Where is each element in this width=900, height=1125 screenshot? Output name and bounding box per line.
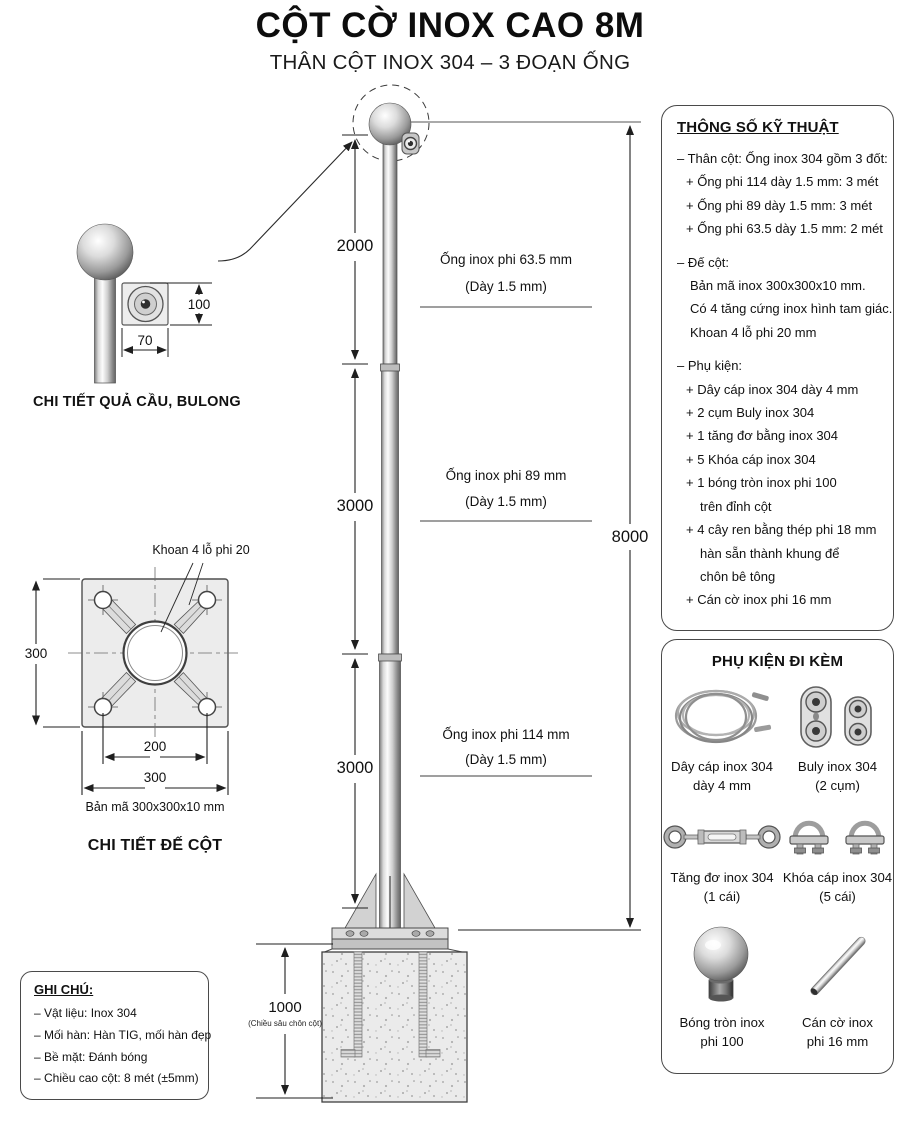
dim-ball-plate-height: 100 (187, 297, 211, 312)
dim-ball-plate-width: 70 (137, 333, 153, 348)
label-segment-top: Ống inox phi 63.5 mm (439, 252, 573, 267)
specs-line: – Thân cột: Ống inox 304 gồm 3 đốt: (677, 151, 888, 166)
accessory-name: Bóng tròn inox (679, 1015, 765, 1030)
label-segment-mid-thickness: (Dày 1.5 mm) (465, 494, 547, 509)
label-segment-top-thickness: (Dày 1.5 mm) (465, 279, 547, 294)
specs-line: chôn bê tông (700, 568, 776, 584)
dim-total-height: 8000 (611, 528, 649, 546)
ball-bolt-detail (77, 142, 352, 383)
specs-line: + 1 bóng tròn inox phi 100 (686, 475, 837, 491)
base-detail-title: CHI TIẾT ĐẾ CỘT (87, 837, 223, 854)
specs-line: + Cán cờ inox phi 16 mm (686, 592, 832, 608)
specs-line: Bản mã inox 300x300x10 mm. (690, 278, 866, 294)
specs-line: + Ống phi 114 dày 1.5 mm: 3 mét (686, 174, 879, 190)
label-plate-caption: Bản mã 300x300x10 mm (85, 800, 225, 814)
base-gussets (345, 874, 435, 928)
tube-top-segment (383, 143, 397, 364)
turnbuckle-icon (662, 809, 782, 865)
joint-collar-1 (381, 364, 400, 371)
accessory-name: Cán cờ inox (802, 1015, 873, 1030)
accessory-detail: (2 cụm) (815, 778, 860, 793)
ball-detail-title: CHI TIẾT QUẢ CẦU, BULONG (33, 394, 241, 410)
accessories-panel (661, 639, 894, 1074)
base-plate (322, 928, 467, 953)
dim-depth-note: (Chiều sâu chôn cột) (248, 1019, 322, 1028)
accessory-ball (662, 906, 782, 1051)
dim-plate-side-v: 300 (24, 646, 48, 661)
accessory-pulley (782, 680, 893, 795)
accessory-cable (662, 680, 782, 795)
dim-plate-hole-spacing: 200 (143, 739, 167, 754)
accessory-name: Tăng đơ inox 304 (670, 870, 774, 885)
specs-line: + Dây cáp inox 304 dày 4 mm (686, 381, 859, 397)
page-subtitle: THÂN CỘT INOX 304 – 3 ĐOẠN ỐNG (269, 51, 631, 74)
label-segment-bottom: Ống inox phi 114 mm (442, 727, 570, 742)
accessory-turnbuckle (662, 795, 782, 906)
notes-panel-title: GHI CHÚ: (34, 982, 94, 997)
specs-list (677, 147, 893, 612)
tube-mid-segment (382, 364, 399, 654)
specs-line: – Phụ kiện: (677, 358, 743, 374)
note-line: – Vật liệu: Inox 304 (34, 1006, 137, 1020)
label-drill-holes: Khoan 4 lỗ phi 20 (152, 543, 250, 557)
ball-icon (662, 922, 782, 1010)
accessory-detail: phi 16 mm (806, 1034, 869, 1049)
specs-line: Khoan 4 lỗ phi 20 mm (690, 324, 817, 340)
joint-collar-2 (379, 654, 402, 661)
dim-plate-side-h: 300 (143, 770, 167, 785)
specs-line: + 2 cụm Buly inox 304 (686, 405, 815, 421)
halyard-pulley-icon (402, 133, 419, 154)
cable-clamp-icon (782, 809, 893, 865)
dim-top-segment: 2000 (336, 237, 374, 255)
specs-line: hàn sẵn thành khung để (700, 545, 840, 561)
page-title: CỘT CỜ INOX CAO 8M (255, 6, 645, 45)
label-segment-mid: Ống inox phi 89 mm (445, 468, 567, 483)
specs-line: + 5 Khóa cáp inox 304 (686, 451, 816, 467)
accessories-panel-title: PHỤ KIỆN ĐI KÈM (711, 653, 844, 670)
specs-line: – Đế cột: (677, 254, 730, 270)
notes-panel (20, 971, 212, 1100)
dim-mid-segment: 3000 (336, 497, 374, 515)
accessory-name: Khóa cáp inox 304 (782, 870, 893, 885)
note-line: – Bề mặt: Đánh bóng (34, 1049, 148, 1064)
accessory-name: Buly inox 304 (797, 759, 878, 774)
specs-line: trên đỉnh cột (700, 498, 772, 514)
accessory-cable-clamp (782, 795, 893, 906)
specs-line: + Ống phi 89 dày 1.5 mm: 3 mét (686, 197, 873, 213)
accessory-detail: dày 4 mm (693, 778, 751, 793)
note-line: – Chiều cao cột: 8 mét (±5mm) (34, 1071, 199, 1086)
flag-rod-icon (782, 922, 893, 1010)
specs-line: Có 4 tăng cứng inox hình tam giác. (690, 301, 893, 317)
accessory-detail: phi 100 (700, 1034, 744, 1049)
accessory-flag-rod (782, 906, 893, 1051)
accessory-name: Dây cáp inox 304 (671, 759, 773, 774)
note-line: – Mối hàn: Hàn TIG, mối hàn đẹp (34, 1027, 212, 1042)
base-plate-detail (36, 563, 242, 795)
notes-list (34, 1003, 212, 1090)
cable-coil-icon (662, 682, 782, 754)
pulley-icon (782, 682, 893, 754)
specs-line: + 1 tăng đơ bằng inox 304 (686, 428, 839, 444)
dim-bottom-segment: 3000 (336, 759, 374, 777)
dim-depth: 1000 (268, 999, 302, 1016)
specs-panel-title: THÔNG SỐ KỸ THUẬT (677, 119, 839, 136)
specs-panel (661, 105, 894, 631)
specs-line: + 4 cây ren bằng thép phi 18 mm (686, 522, 877, 538)
accessory-detail: (1 cái) (703, 889, 741, 904)
accessory-detail: (5 cái) (819, 889, 856, 904)
label-segment-bottom-thickness: (Dày 1.5 mm) (465, 752, 547, 767)
specs-line: + Ống phi 63.5 dày 1.5 mm: 2 mét (686, 221, 883, 237)
